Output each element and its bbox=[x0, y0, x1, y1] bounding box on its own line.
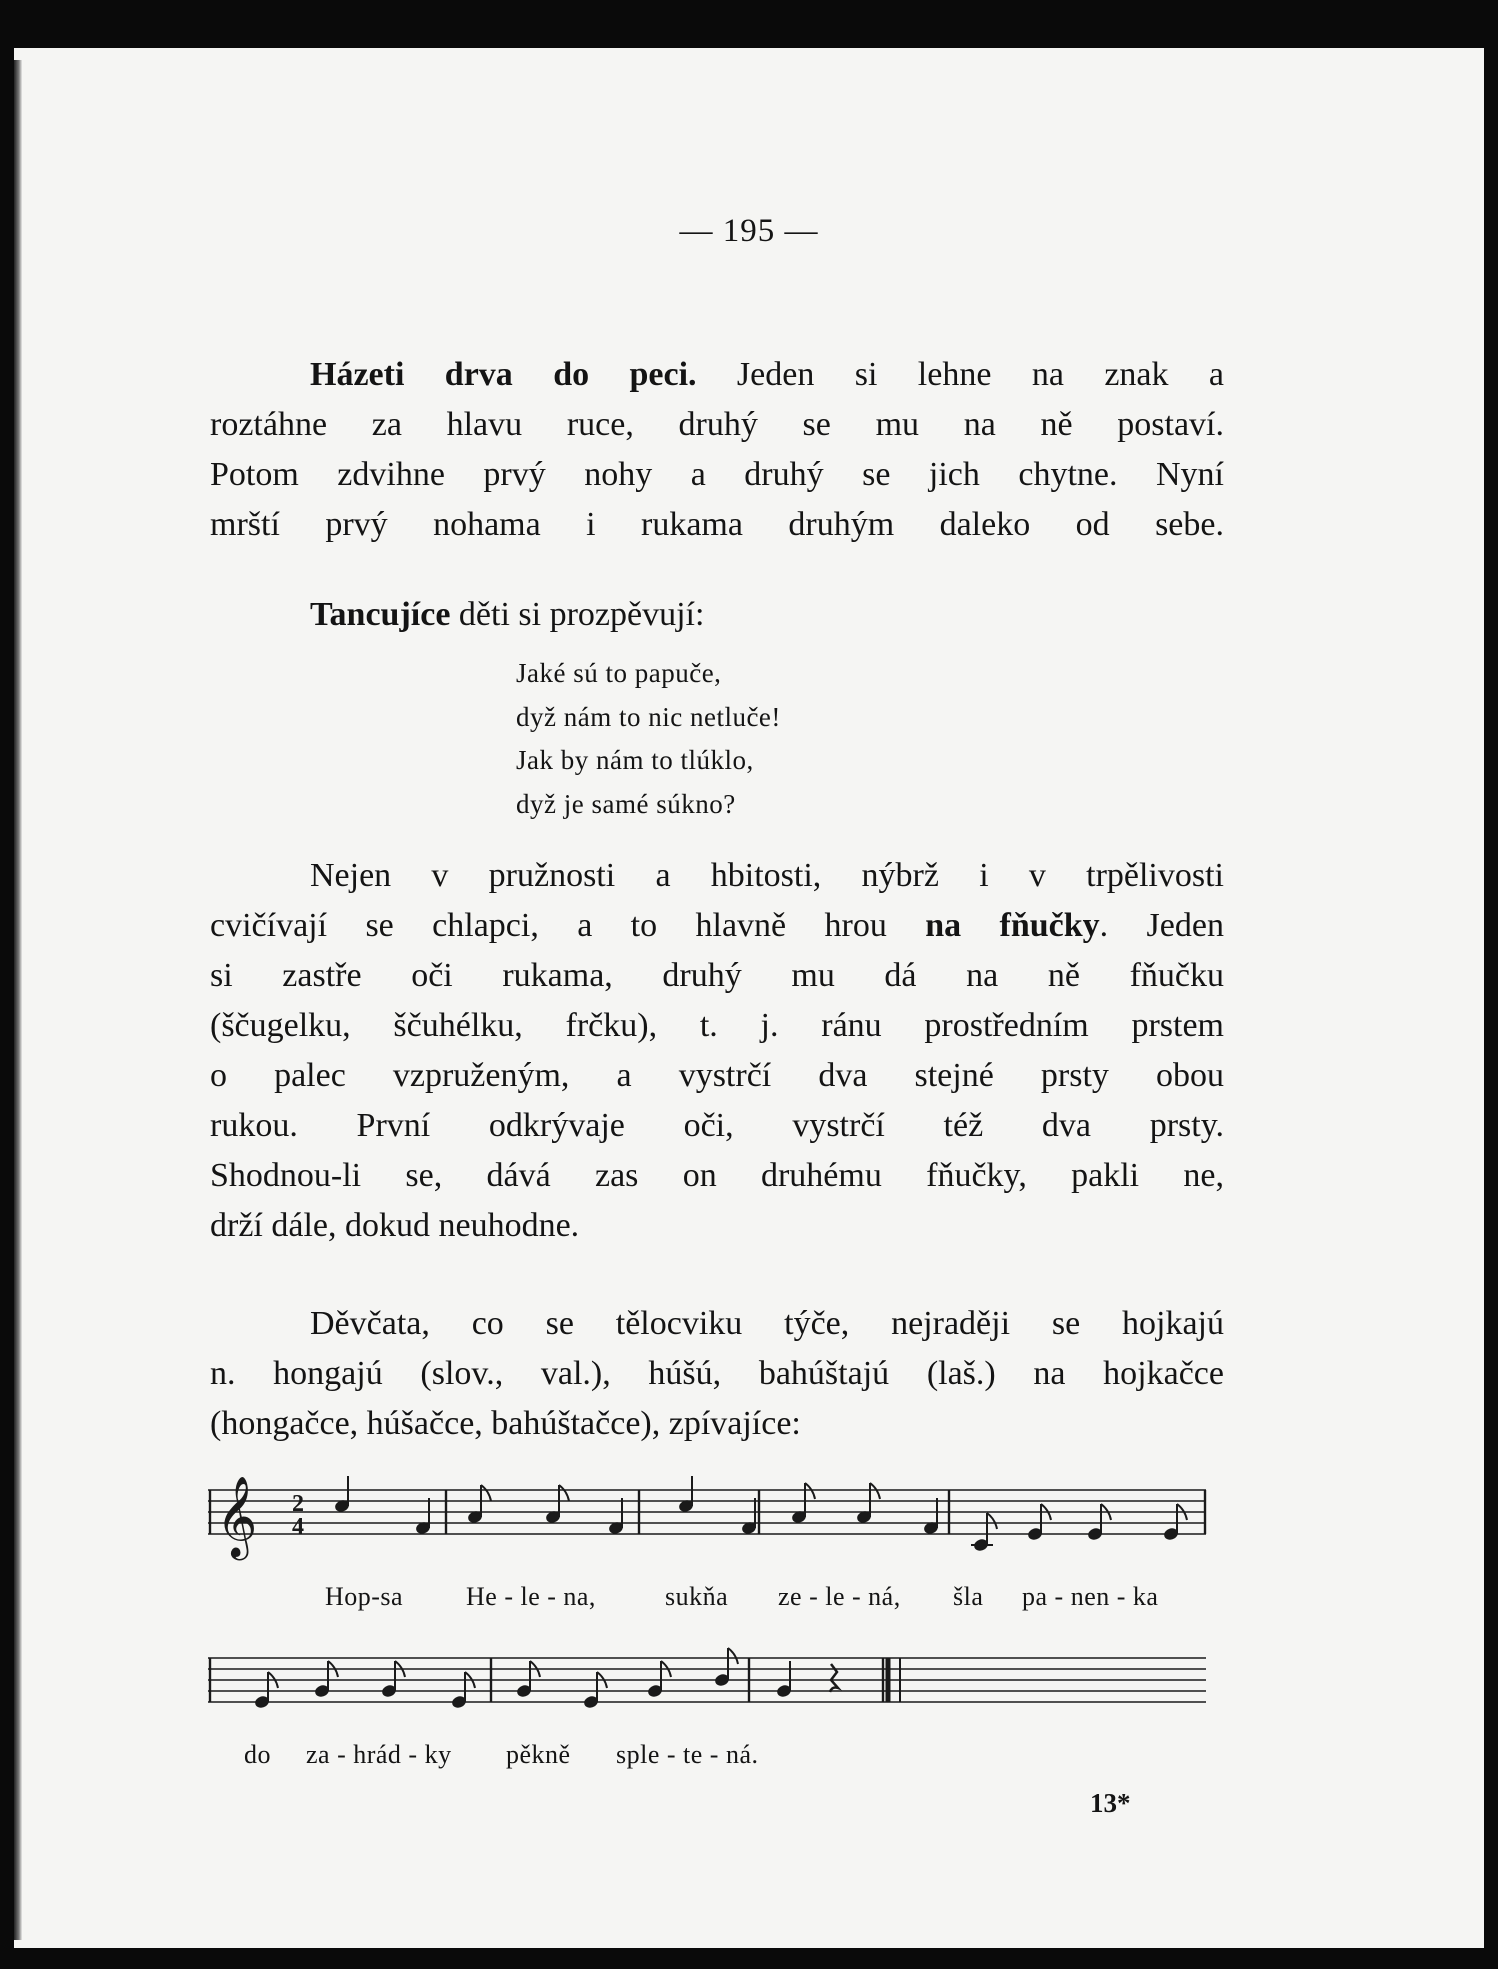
poem-line: Jak by nám to tlúklo, bbox=[516, 745, 754, 775]
music-score bbox=[14, 48, 1484, 1948]
page-number: — 195 — bbox=[679, 213, 819, 249]
paragraph-line: Házeti drva do peci. Jeden si lehne na znak a bbox=[310, 356, 1224, 393]
staff-2 bbox=[208, 1658, 1206, 1702]
paragraph-line: si zastře oči rukama, druhý mu dá na ně fňučku bbox=[210, 957, 1224, 994]
signature-mark: 13* bbox=[1090, 1788, 1131, 1818]
page-edge-shadow bbox=[14, 60, 22, 1940]
book-page bbox=[14, 48, 1484, 1948]
paragraph-line: n. hongajú (slov., val.), húšú, bahúštajú (laš.) na hojkačce bbox=[210, 1355, 1224, 1392]
game-name: na fňučky bbox=[925, 907, 1100, 944]
treble-clef-icon: 𝄞 bbox=[216, 1475, 258, 1557]
lyric-syllable: sple - te - ná. bbox=[616, 1740, 759, 1769]
paragraph-line: (hongačce, húšačce, bahúštačce), zpívajíce: bbox=[210, 1405, 801, 1442]
poem-intro: Tancujíce děti si prozpěvují: bbox=[310, 596, 705, 633]
paragraph-line: rukou. První odkrývaje oči, vystrčí též dva prsty. bbox=[210, 1107, 1224, 1144]
paragraph-line: o palec vzpruženým, a vystrčí dva stejné prsty obou bbox=[210, 1057, 1224, 1094]
lyric-syllable: ze - le - ná, bbox=[778, 1582, 901, 1611]
paragraph-line: Nejen v pružnosti a hbitosti, nýbrž i v trpělivosti bbox=[310, 857, 1224, 894]
lyric-syllable: pa - nen - ka bbox=[1022, 1582, 1159, 1611]
poem-line: Jaké sú to papuče, bbox=[516, 658, 722, 688]
poem-line: dyž je samé súkno? bbox=[516, 788, 736, 819]
lyric-syllable: He - le - na, bbox=[466, 1582, 596, 1611]
lyric-syllable: pěkně bbox=[506, 1740, 571, 1769]
staff-1 bbox=[208, 1490, 1206, 1534]
paragraph-line: Děvčata, co se tělocviku týče, nejraději se hojkajú bbox=[310, 1305, 1224, 1342]
paragraph-line: Shodnou-li se, dává zas on druhému fňučky, pakli ne, bbox=[210, 1157, 1224, 1194]
lyric-syllable: do bbox=[244, 1740, 271, 1769]
paragraph-line: drží dále, dokud neuhodne. bbox=[210, 1207, 580, 1244]
notes-1 bbox=[335, 1476, 1187, 1551]
lyric-syllable: Hop-sa bbox=[325, 1582, 404, 1611]
time-signature-top: 2 bbox=[292, 1491, 304, 1517]
lyric-syllable: sukňa bbox=[665, 1582, 729, 1611]
lyric-syllable: šla bbox=[953, 1582, 984, 1611]
poem-line: dyž nám to nic netluče! bbox=[516, 701, 781, 732]
paragraph-line: Potom zdvihne prvý nohy a druhý se jich chytne. Nyní bbox=[210, 456, 1224, 493]
paragraph-line: roztáhne za hlavu ruce, druhý se mu na ně postaví. bbox=[210, 406, 1224, 443]
paragraph-line: mrští prvý nohama i rukama druhým daleko od sebe. bbox=[210, 506, 1224, 543]
paragraph-line: cvičívají se chlapci, a to hlavně hrou na fňučky. Jeden bbox=[210, 907, 1224, 944]
notes-2 bbox=[255, 1648, 838, 1708]
paragraph-line: (ščugelku, ščuhélku, frčku), t. j. ránu prostředním prstem bbox=[210, 1007, 1224, 1044]
section-heading: Házeti drva do peci. bbox=[310, 356, 697, 393]
time-signature-bottom: 4 bbox=[292, 1514, 304, 1540]
lyric-syllable: za - hrád - ky bbox=[306, 1740, 452, 1769]
